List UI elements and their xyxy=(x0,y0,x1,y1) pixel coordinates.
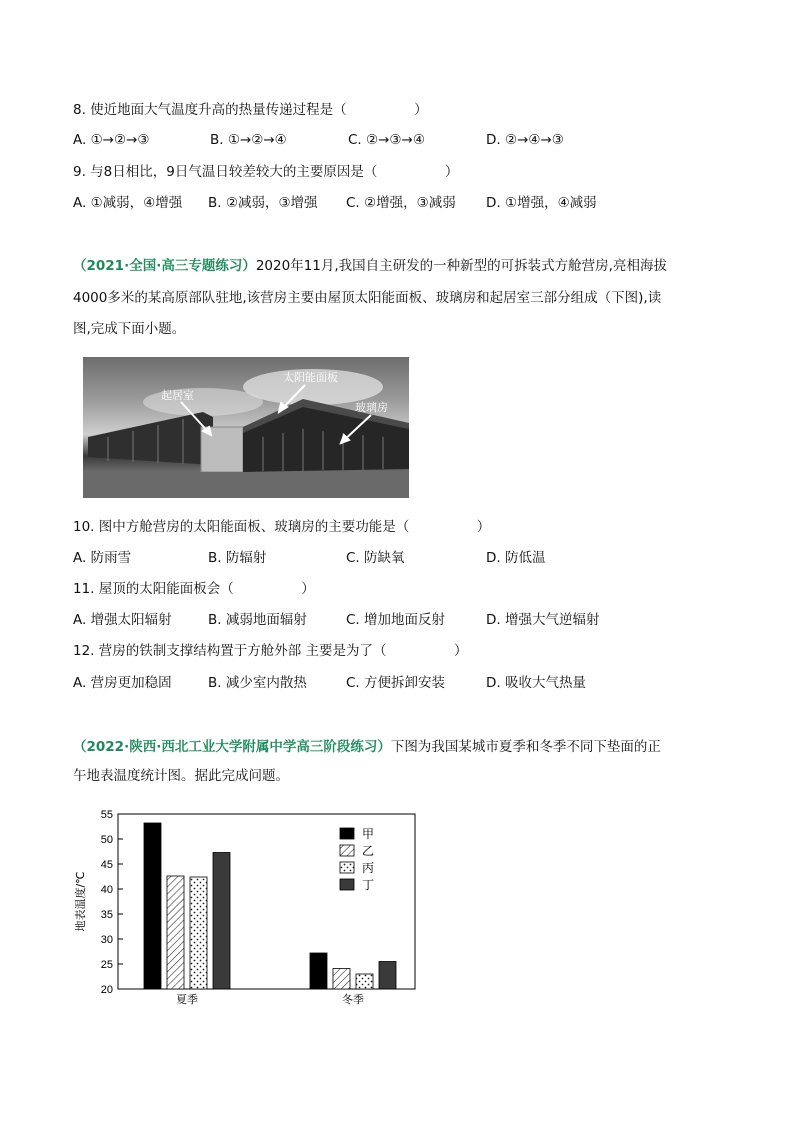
q11-option-d: D. 增强大气逆辐射 xyxy=(486,612,600,628)
q8-option-c: C. ②→③→④ xyxy=(348,132,425,148)
q10-option-b: B. 防辐射 xyxy=(208,550,267,566)
y-tick-label: 55 xyxy=(100,809,113,821)
photo-label-living-room: 起居室 xyxy=(161,389,194,402)
section3-intro-text1: 下图为我国某城市夏季和冬季不同下垫面的正 xyxy=(390,739,661,755)
section2-intro-text1: 2020年11月,我国自主研发的一种新型的可拆装式方舱营房,亮相海拔 xyxy=(255,258,667,274)
section2-intro-line3: 图,完成下面小题。 xyxy=(73,321,186,337)
bar-丁-夏季 xyxy=(213,853,230,990)
legend-swatch-乙 xyxy=(340,845,354,856)
q11-option-b: B. 减弱地面辐射 xyxy=(208,612,307,628)
legend-swatch-丙 xyxy=(340,862,354,873)
q10-option-d: D. 防低温 xyxy=(486,550,546,566)
chart-svg xyxy=(70,800,430,1015)
q9-option-d: D. ①增强，④减弱 xyxy=(486,195,597,211)
section2-intro-line1 xyxy=(73,256,667,276)
section2-intro-line2: 4000多米的某高原部队驻地,该营房主要由屋顶太阳能面板、玻璃房和起居室三部分组成（下图),读 xyxy=(73,290,662,306)
y-tick-label: 20 xyxy=(100,984,113,996)
q8-option-b: B. ①→②→④ xyxy=(210,132,287,148)
photo-label-glass-room: 玻璃房 xyxy=(355,401,388,414)
q9-option-c: C. ②增强，③减弱 xyxy=(346,195,456,211)
y-axis-label: 地表温度/℃ xyxy=(74,871,87,932)
q10-stem: 10. 图中方舱营房的太阳能面板、玻璃房的主要功能是（ ） xyxy=(73,519,491,535)
photo-label-solar-panel: 太阳能面板 xyxy=(283,371,338,384)
legend-swatch-甲 xyxy=(340,828,354,839)
y-tick-label: 35 xyxy=(100,909,113,921)
q11-stem: 11. 屋顶的太阳能面板会（ ） xyxy=(73,581,315,597)
q9-option-a: A. ①减弱，④增强 xyxy=(73,195,183,211)
q8-option-d: D. ②→④→③ xyxy=(486,132,564,148)
barracks-photo-drawing xyxy=(83,357,409,498)
y-tick-label: 30 xyxy=(100,934,113,946)
legend-label-丁: 丁 xyxy=(362,878,375,892)
section3-intro-line2: 午地表温度统计图。据此完成问题。 xyxy=(73,768,289,784)
q10-option-a: A. 防雨雪 xyxy=(73,550,132,566)
q8-option-a: A. ①→②→③ xyxy=(73,132,150,148)
bar-甲-冬季 xyxy=(310,953,327,989)
q11-option-a: A. 增强太阳辐射 xyxy=(73,612,172,628)
bar-丙-夏季 xyxy=(190,877,207,989)
legend-label-乙: 乙 xyxy=(362,844,375,858)
q12-option-a: A. 营房更加稳固 xyxy=(73,675,172,691)
section3-source: （2022·陕西·西北工业大学附属中学高三阶段练习） xyxy=(73,739,391,755)
section3-intro-line1 xyxy=(73,737,661,757)
legend-label-甲: 甲 xyxy=(362,827,375,841)
legend-swatch-丁 xyxy=(340,879,354,890)
barracks-photo xyxy=(83,357,409,498)
y-tick-label: 50 xyxy=(100,834,113,846)
surface-temperature-chart xyxy=(70,800,430,1015)
bar-丙-冬季 xyxy=(356,974,373,989)
q10-option-c: C. 防缺氧 xyxy=(346,550,405,566)
y-tick-label: 25 xyxy=(100,959,113,971)
bar-乙-夏季 xyxy=(167,876,184,989)
q12-option-b: B. 减少室内散热 xyxy=(208,675,307,691)
x-tick-label: 夏季 xyxy=(176,993,198,1006)
bar-甲-夏季 xyxy=(144,823,161,989)
section2-source: （2021·全国·高三专题练习） xyxy=(73,258,256,274)
q12-stem: 12. 营房的铁制支撑结构置于方舱外部 主要是为了（ ） xyxy=(73,643,468,659)
x-tick-label: 冬季 xyxy=(342,993,364,1006)
legend-label-丙: 丙 xyxy=(362,861,375,875)
q12-option-d: D. 吸收大气热量 xyxy=(486,675,586,691)
y-tick-label: 40 xyxy=(100,884,113,896)
q12-option-c: C. 方便拆卸安装 xyxy=(346,675,446,691)
y-tick-label: 45 xyxy=(100,859,113,871)
q8-stem: 8. 使近地面大气温度升高的热量传递过程是（ ） xyxy=(73,102,428,118)
q11-option-c: C. 增加地面反射 xyxy=(346,612,446,628)
q9-option-b: B. ②减弱，③增强 xyxy=(208,195,318,211)
bar-乙-冬季 xyxy=(333,969,350,990)
q9-stem: 9. 与8日相比，9日气温日较差较大的主要原因是（ ） xyxy=(73,164,459,180)
bar-丁-冬季 xyxy=(379,962,396,990)
